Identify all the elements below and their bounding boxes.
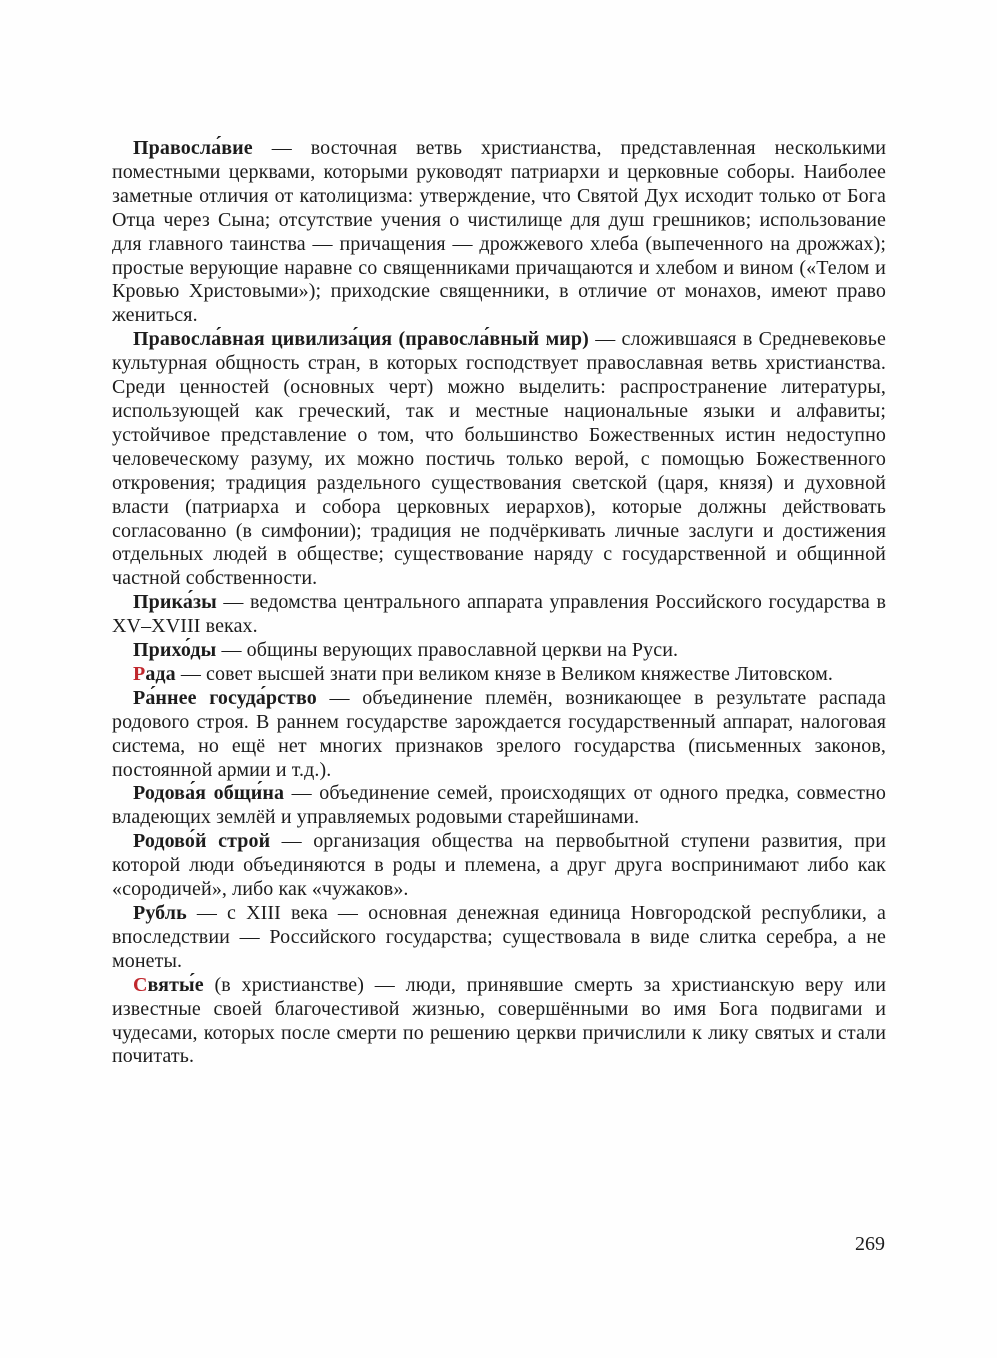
term-rest: вяты́е xyxy=(147,973,204,996)
term-rest: а́ннее госуда́рство xyxy=(145,686,317,709)
term-initial: Р xyxy=(133,662,146,685)
glossary-term xyxy=(133,974,204,996)
term-rest: рихо́ды xyxy=(148,639,217,662)
glossary-entry xyxy=(112,639,886,663)
glossary-entry xyxy=(112,328,886,591)
definition-text: — объединение семей, происходящих от одного предка, совместно владеющих землёй и управляемых родовыми старейшинами. xyxy=(112,782,886,829)
term-initial: П xyxy=(133,328,149,351)
glossary-term xyxy=(133,687,317,709)
term-suffix: (в христианстве) xyxy=(203,973,364,996)
term-rest: убль xyxy=(145,902,187,924)
definition-text: — ведомства центрального аппарата управления Российского государства в XV–XVIII веках. xyxy=(112,591,886,638)
term-rest: равосла́вная цивилиза́ция (правосла́вный мир) xyxy=(148,328,589,351)
page-number: 269 xyxy=(855,1233,885,1255)
term-initial: П xyxy=(133,639,149,662)
glossary-term xyxy=(133,902,187,924)
definition-text: — сложившаяся в Средневековье культурная общность стран, в которых господствует православная ветвь христианства. Среди ценностей (основных черт) можно выделить: распространение литературы, использующей как греческий, так и местные национальные языки и алфавиты; устойчивое представление о том, что большинство Божественных истин недоступно человеческому разуму, их можно постичь только верой, с помощью Божественного откровения; традиция раздельного существования светской (царя, князя) и духовной власти (патриарха и собора церковных иерархов), которые должны действовать согласованно (в симфонии); традиция не подчёркивать личные заслуги и достижения отдельных людей в обществе; существование наряду с государственной и общинной частной собственности. xyxy=(112,328,886,590)
glossary-term xyxy=(133,591,217,613)
glossary-entry xyxy=(112,782,886,830)
definition-text: — с XIII века — основная денежная единица Новгородской республики, а впоследствии — Российского государства; существовала в виде слитка серебра, а не монеты. xyxy=(112,902,886,972)
definition-text: — восточная ветвь христианства, представленная несколькими поместными церквами, которыми руководят патриархи и церковные соборы. Наиболее заметные отличия от католицизма: утверждение, что Святой Дух исходит только от Бога Отца через Сына; отсутствие учения о чистилище для душ грешников; использование для главного таинства — причащения — дрожжевого хлеба (выпеченного на дрожжах); простые верующие наравне со священниками причащаются и хлебом и вином («Телом и Кровью Христовыми»); приходские священники, в отличие от монахов, имеют право жениться. xyxy=(112,137,886,327)
definition-text: — объединение племён, возникающее в результате распада родового строя. В раннем государстве зарождается государственный аппарат, налоговая система, но ещё нет многих признаков зрелого государства (письменных законов, постоянной армии и т.д.). xyxy=(112,686,886,781)
term-initial: П xyxy=(133,137,149,159)
glossary-term xyxy=(133,639,216,661)
term-rest: одово́й строй xyxy=(144,830,271,853)
term-initial: Р xyxy=(133,686,146,709)
term-initial: П xyxy=(133,591,149,614)
glossary-entry xyxy=(112,687,886,783)
glossary-entries xyxy=(112,137,886,1069)
term-initial: Р xyxy=(133,902,146,924)
term-initial: С xyxy=(133,973,148,996)
term-rest: равосла́вие xyxy=(148,137,253,159)
glossary-entry xyxy=(112,137,886,328)
definition-text: — организация общества на первобытной ступени развития, при которой люди объединяются в роды и племена, а друг друга воспринимают либо как «сородичей», либо как «чужаков». xyxy=(112,830,886,901)
term-rest: ада xyxy=(145,662,176,685)
glossary-entry xyxy=(112,974,886,1070)
term-initial: Р xyxy=(133,830,145,853)
glossary-entry xyxy=(112,591,886,639)
term-initial: Р xyxy=(133,782,145,805)
glossary-entry xyxy=(112,902,886,974)
term-rest: рика́зы xyxy=(148,591,217,614)
glossary-term xyxy=(133,137,253,159)
glossary-entry xyxy=(112,830,886,902)
glossary-term xyxy=(133,663,176,685)
glossary-term xyxy=(133,830,270,852)
glossary-entry xyxy=(112,663,886,687)
glossary-term xyxy=(133,782,284,804)
definition-text: — люди, принявшие смерть за христианскую веру или известные своей благочестивой жизнью, совершёнными во имя Бога подвигами и чудесами, которых после смерти по решению церкви причислили к лику святых и стали почитать. xyxy=(112,973,886,1068)
term-rest: одова́я общи́на xyxy=(144,782,285,805)
definition-text: — совет высшей знати при великом князе в Великом княжестве Литовском. xyxy=(180,662,834,685)
glossary-term xyxy=(133,328,589,350)
definition-text: — общины верующих православной церкви на Руси. xyxy=(221,639,679,662)
